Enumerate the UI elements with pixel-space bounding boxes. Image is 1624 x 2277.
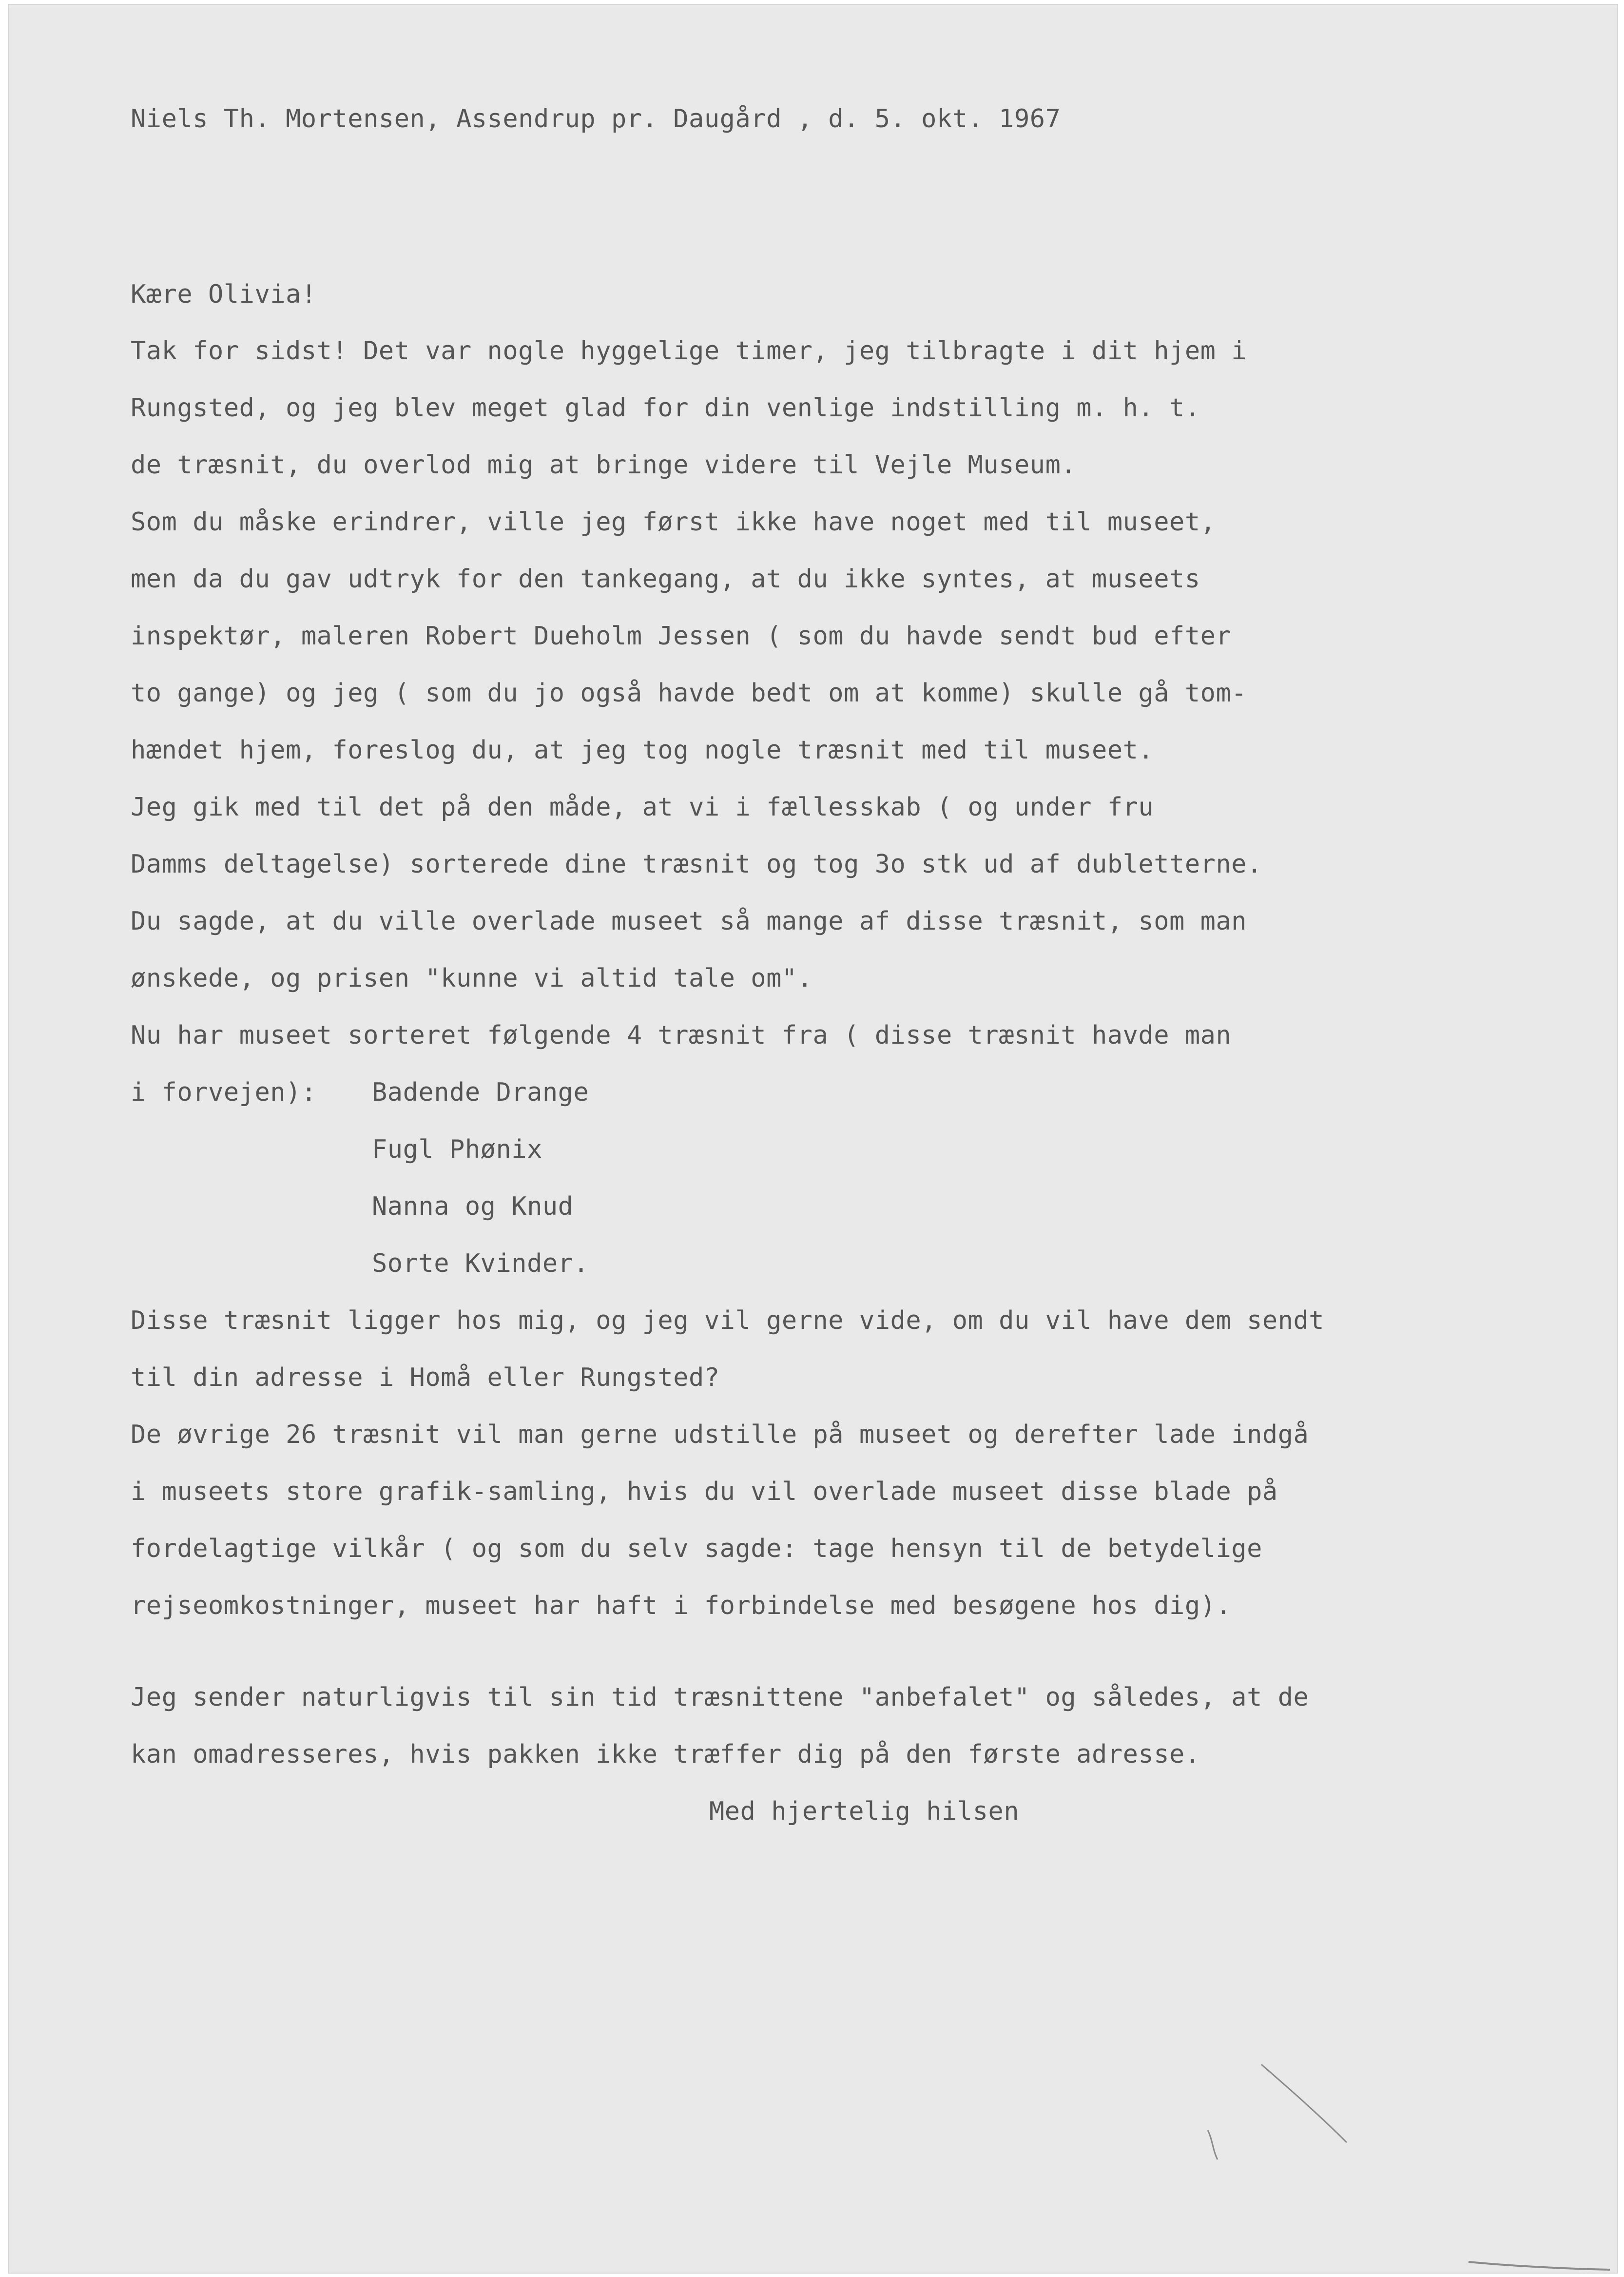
text-line: Som du måske erindrer, ville jeg først ikke have noget med til museet, [131, 507, 1216, 537]
text-line: rejseomkostninger, museet har haft i forbindelse med besøgene hos dig). [131, 1591, 1232, 1620]
woodcut-title: Sorte Kvinder. [372, 1249, 589, 1278]
text-line: Nu har museet sorteret følgende 4 træsnit fra ( disse træsnit havde man [131, 1021, 1232, 1050]
text-line: Jeg gik med til det på den måde, at vi i fællesskab ( og under fru [131, 793, 1154, 822]
text-line: Damms deltagelse) sorterede dine træsnit og tog 3o stk ud af dubletterne. [131, 850, 1262, 879]
closing: Med hjertelig hilsen [709, 1797, 1020, 1826]
text-line: Jeg sender naturligvis til sin tid træsnittene "anbefalet" og således, at de [131, 1683, 1309, 1712]
text-line: De øvrige 26 træsnit vil man gerne udstille på museet og derefter lade indgå [131, 1420, 1309, 1449]
text-line: Tak for sidst! Det var nogle hyggelige timer, jeg tilbragte i dit hjem i [131, 336, 1247, 366]
woodcut-title: Badende Drange [372, 1078, 589, 1107]
text-line: Du sagde, at du ville overlade museet så mange af disse træsnit, som man [131, 907, 1247, 936]
letter-sheet [9, 5, 1617, 2273]
text-line: i museets store grafik-samling, hvis du vil overlade museet disse blade på [131, 1477, 1278, 1506]
text-line: hændet hjem, foreslog du, at jeg tog nogle træsnit med til museet. [131, 736, 1154, 765]
letter-header: Niels Th. Mortensen, Assendrup pr. Daugård , d. 5. okt. 1967 [131, 104, 1061, 134]
woodcut-title: Nanna og Knud [372, 1192, 574, 1221]
text-line: de træsnit, du overlod mig at bringe videre til Vejle Museum. [131, 450, 1077, 480]
text-line: men da du gav udtryk for den tankegang, at du ikke syntes, at museets [131, 564, 1200, 594]
text-line: Rungsted, og jeg blev meget glad for din venlige indstilling m. h. t. [131, 393, 1200, 423]
paper-crease-mark [9, 5, 1617, 2273]
text-line: kan omadresseres, hvis pakken ikke træffer dig på den første adresse. [131, 1740, 1200, 1769]
salutation: Kære Olivia! [131, 280, 317, 309]
text-line: Disse træsnit ligger hos mig, og jeg vil gerne vide, om du vil have dem sendt [131, 1306, 1325, 1335]
text-line: ønskede, og prisen "kunne vi altid tale om". [131, 964, 813, 993]
list-intro: i forvejen): [131, 1078, 317, 1107]
woodcut-title: Fugl Phønix [372, 1135, 542, 1164]
text-line: inspektør, maleren Robert Dueholm Jessen ( som du havde sendt bud efter [131, 622, 1232, 651]
text-line: til din adresse i Homå eller Rungsted? [131, 1363, 720, 1392]
text-line: to gange) og jeg ( som du jo også havde bedt om at komme) skulle gå tom- [131, 679, 1247, 708]
text-line: fordelagtige vilkår ( og som du selv sagde: tage hensyn til de betydelige [131, 1534, 1262, 1563]
